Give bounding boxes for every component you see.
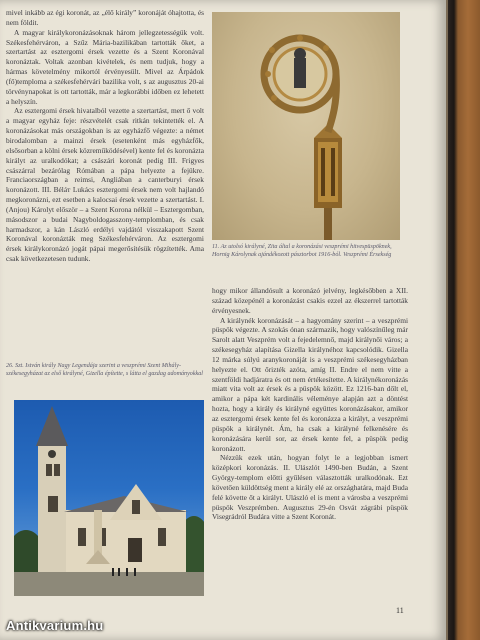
right-column-text: [212, 286, 408, 522]
watermark: Antikvarium.hu: [6, 618, 104, 633]
wooden-background: [448, 0, 480, 640]
paragraph: mivel inkább az égi koronát, az „élő király” koronáját óhajtotta, és nem földit.: [6, 8, 204, 27]
church-illustration: [14, 400, 204, 596]
paragraph: A királynék koronázását – a hagyomány szerint – a veszprémi püspök végezte. A szokás ónan származik, hogy valószínűleg már Sarolt alatt Veszprém volt a fejedelemnő, majd királynői város; a székesegyház alapítása Gizella királynéhoz kapcsolódik. Gizella 12 márka súlyú aranykoronáját is a veszprémi székesegyházban helyezte el. Ott őrizték azóta, amíg II. Endre el nem vitte a szentföldi hadjáratra és ott nem értékesítette. A királynékoronázás miatt vita volt az érsek és a püspök között. Ez 1216-ban dőlt el, amikor a pápa két kardinális véleménye alapján azt a döntést hozta, hogy a király és királyné együttes koronázásakor, amikor az esztergomi érsek kente fel és koronázza a királyt, a veszprémi püspök a királynét. Ám, ha csak a királyné felkenésére és koronázására kerül sor, az érsek kente fel, a püspök pedig koronázott.: [212, 315, 408, 453]
crozier-photo-caption: 11. Az utolsó királyné, Zita által a koronázási veszprémi hitvespüspöknek, Hornig Károlynak ajándékozott pásztorbot 1916-ból. Veszprémi Érsekség: [212, 244, 392, 258]
paragraph: hogy mikor állandósult a koronázó jelvény, legkésőbben a XII. század közepénél a koronázást csakis ezzel az ékszerrel tartották érvényesnek.: [212, 286, 408, 315]
paragraph: A magyar királykoronázásoknak három jellegzetességük volt. Székesfehérváron, a Szűz Mária-bazilikában tartották őket, a szertartást az esztergomi érsek vezette és a Szent Koronával koronáztak. Voltak azonban kivételek, és nem tudjuk, hogy a hármas követelmény mikortól érvényesült. Mivel az Árpádok (fő)temploma a székesfehérvári bazilika volt, s az augusztus 20-ai törvénynapokat is ott tartották, már a legkorábbi időben ez lehetett a helyszín.: [6, 27, 204, 106]
church-photo-caption-block: [6, 363, 204, 378]
church-photo: [14, 400, 204, 596]
paragraph: Az esztergomi érsek hivatalból vezette a szertartást, mert ő volt a magyar egyház feje: részvételét csak ritkán tekintették el. A koronázásokat más országokban is az egyházfő végezte: a német birodalomban a mainzi érsek (esetenként más egyházfők, elsősorban a kölni érsek közreműködésével) kentе fel és koronázta királyt az uralkodókat; a császári koronát pedig III. Frigyes császárral bezárólag Rómában a pápa helyezte a fejükre. Franciaországban a reimsi, Angliában a canterburyi érsek koronázott. III. Béláт Lukács esztergomi érsek nem volt hajlandó megkoronázni, ezt esetben a kalocsai érsek vezette a szertartást. I. (Anjou) Károlyt először – a Szent Korona nélkül – Esztergomban, másodszor a budai Nagyboldogasszony-templomban, és csak harmadszor, a kán László erdélyi vajdától visszakapott Szent Koronával koronázták meg Székesfehérváron. Az esztergomi érsek királykoronázó jogát pápai megerősítésük rögzítették. Ama csak következetesen tudunk.: [6, 106, 204, 264]
crozier-photo: [212, 12, 400, 240]
church-photo-caption: 26. Szt. István király Nagy Legendája szerint a veszprémi Szent Mihály-székesegyházat az első királyné, Gizella építette, s látta el gazdag adományokkal: [6, 363, 203, 377]
paragraph: Nézzük ezek után, hogyan folyt le a legjobban ismert középkori koronázás. II. Ulászlót 1490-ben Budán, a Szent György-templom előtti gyűlésen választották uralkodónak. Ezt követően küldöttség ment a király elé az országhatára, majd Buda felé követte őt a királyt. Ulászló el is ment a városba a veszprémi püspök Veszprémben. Augusztus 29-én Osvát zágrábi püspök Visegrádról Budára vitte a Szent Koronát.: [212, 453, 408, 522]
left-column-text: [6, 8, 204, 264]
crozier-photo-caption-block: [212, 244, 402, 259]
page-number: 11: [396, 606, 404, 615]
crozier-illustration: [212, 12, 400, 240]
